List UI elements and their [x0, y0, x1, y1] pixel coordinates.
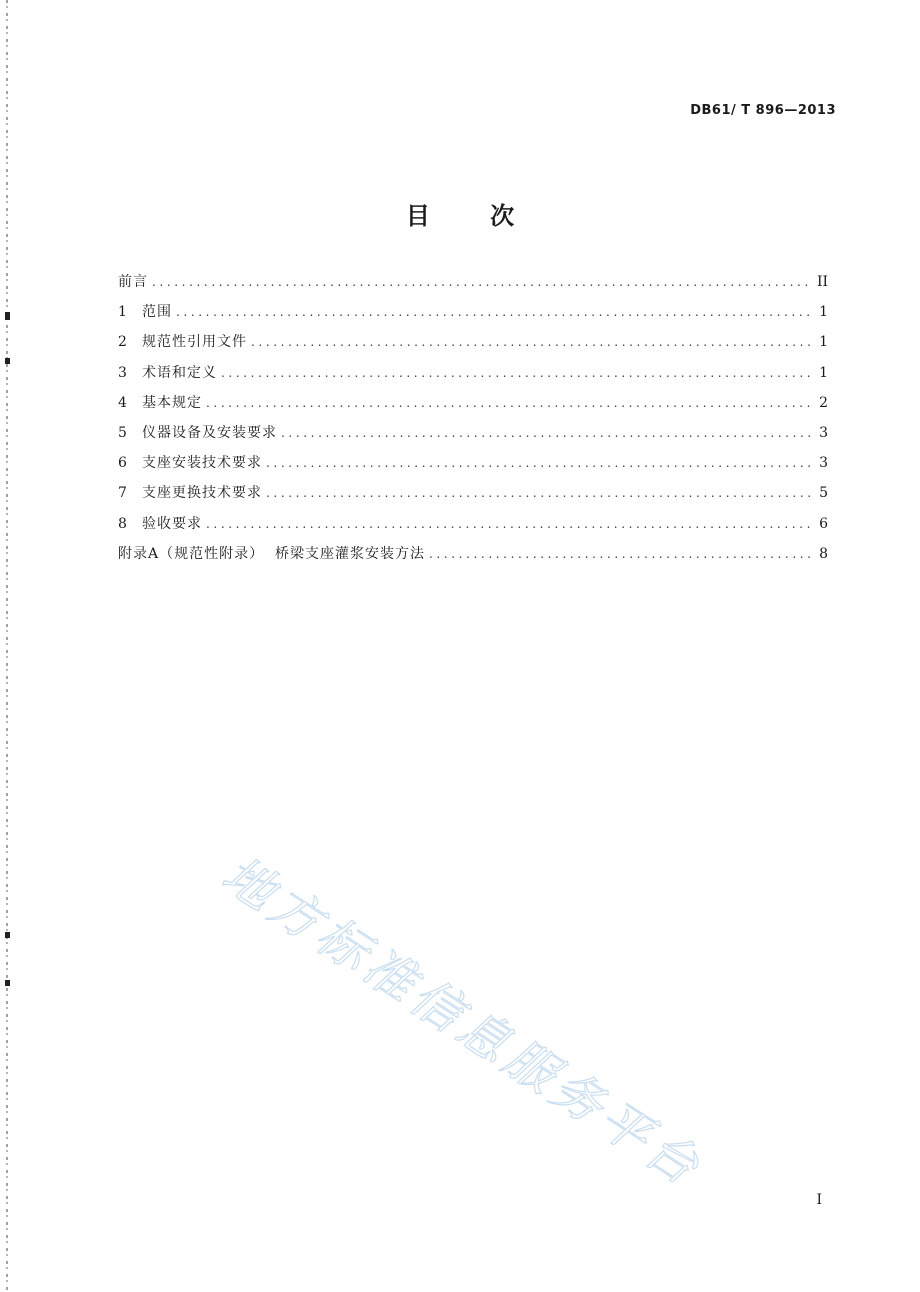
toc-entry-terms-definitions[interactable]: [118, 362, 828, 392]
toc-leader-dots: [429, 543, 814, 565]
toc-entry-number: 2: [118, 334, 127, 351]
scan-edge-mark: [5, 358, 10, 364]
table-of-contents: [118, 271, 828, 573]
toc-entry-label: 支座安装技术要求: [142, 455, 262, 472]
toc-leader-dots: [221, 362, 814, 384]
toc-entry-page: 2: [819, 394, 828, 411]
toc-entry-page: 1: [819, 334, 828, 351]
scan-edge-mark: [5, 980, 10, 986]
toc-entry-appendix-a[interactable]: [118, 543, 828, 573]
toc-entry-normative-references[interactable]: [118, 331, 828, 361]
page-title: 目 次: [405, 202, 541, 230]
toc-leader-dots: [206, 513, 814, 535]
standard-code: DB61/ T 896—2013: [690, 103, 836, 118]
toc-entry-scope[interactable]: [118, 301, 828, 331]
toc-entry-page: 1: [819, 304, 828, 321]
toc-entry-equipment-requirements[interactable]: [118, 422, 828, 452]
toc-leader-dots: [251, 331, 814, 353]
toc-entry-acceptance[interactable]: [118, 513, 828, 543]
toc-leader-dots: [176, 301, 814, 323]
scan-left-edge: [6, 0, 8, 1292]
toc-leader-dots: [206, 392, 814, 414]
toc-entry-page: 3: [819, 424, 828, 441]
toc-entry-number: 3: [118, 364, 127, 381]
toc-entry-number: 4: [118, 394, 127, 411]
toc-entry-page: 3: [819, 455, 828, 472]
toc-entry-page: II: [816, 274, 828, 290]
toc-entry-number: 8: [118, 515, 127, 532]
toc-leader-dots: [281, 422, 814, 444]
toc-entry-number: 7: [118, 485, 127, 502]
toc-entry-number: 1: [118, 304, 127, 321]
toc-leader-dots: [152, 271, 813, 293]
toc-entry-number: 5: [118, 424, 127, 441]
toc-entry-preface[interactable]: [118, 271, 828, 301]
toc-entry-page: 6: [819, 515, 828, 532]
toc-leader-dots: [266, 482, 814, 504]
toc-entry-label: 前言: [118, 274, 148, 290]
toc-entry-label: 验收要求: [142, 515, 202, 532]
toc-entry-label: 基本规定: [142, 394, 202, 411]
toc-entry-label: 支座更换技术要求: [142, 485, 262, 502]
toc-leader-dots: [266, 452, 814, 474]
toc-entry-page: 1: [819, 364, 828, 381]
scan-edge-mark: [5, 932, 10, 938]
toc-entry-bearing-installation[interactable]: [118, 452, 828, 482]
scan-edge-mark: [5, 312, 10, 320]
toc-entry-number: 6: [118, 455, 127, 472]
page-number: I: [816, 1192, 822, 1208]
toc-entry-basic-provisions[interactable]: [118, 392, 828, 422]
toc-entry-label: 范围: [142, 304, 172, 321]
toc-entry-bearing-replacement[interactable]: [118, 482, 828, 512]
toc-entry-page: 5: [819, 485, 828, 502]
toc-entry-page: 8: [819, 545, 828, 562]
toc-entry-label: 术语和定义: [142, 364, 217, 381]
toc-entry-label: 附录A（规范性附录） 桥梁支座灌浆安装方法: [118, 545, 426, 562]
watermark: 地方标准信息服务平台: [212, 845, 714, 1199]
toc-entry-label: 仪器设备及安装要求: [142, 424, 277, 441]
toc-entry-label: 规范性引用文件: [142, 334, 247, 351]
